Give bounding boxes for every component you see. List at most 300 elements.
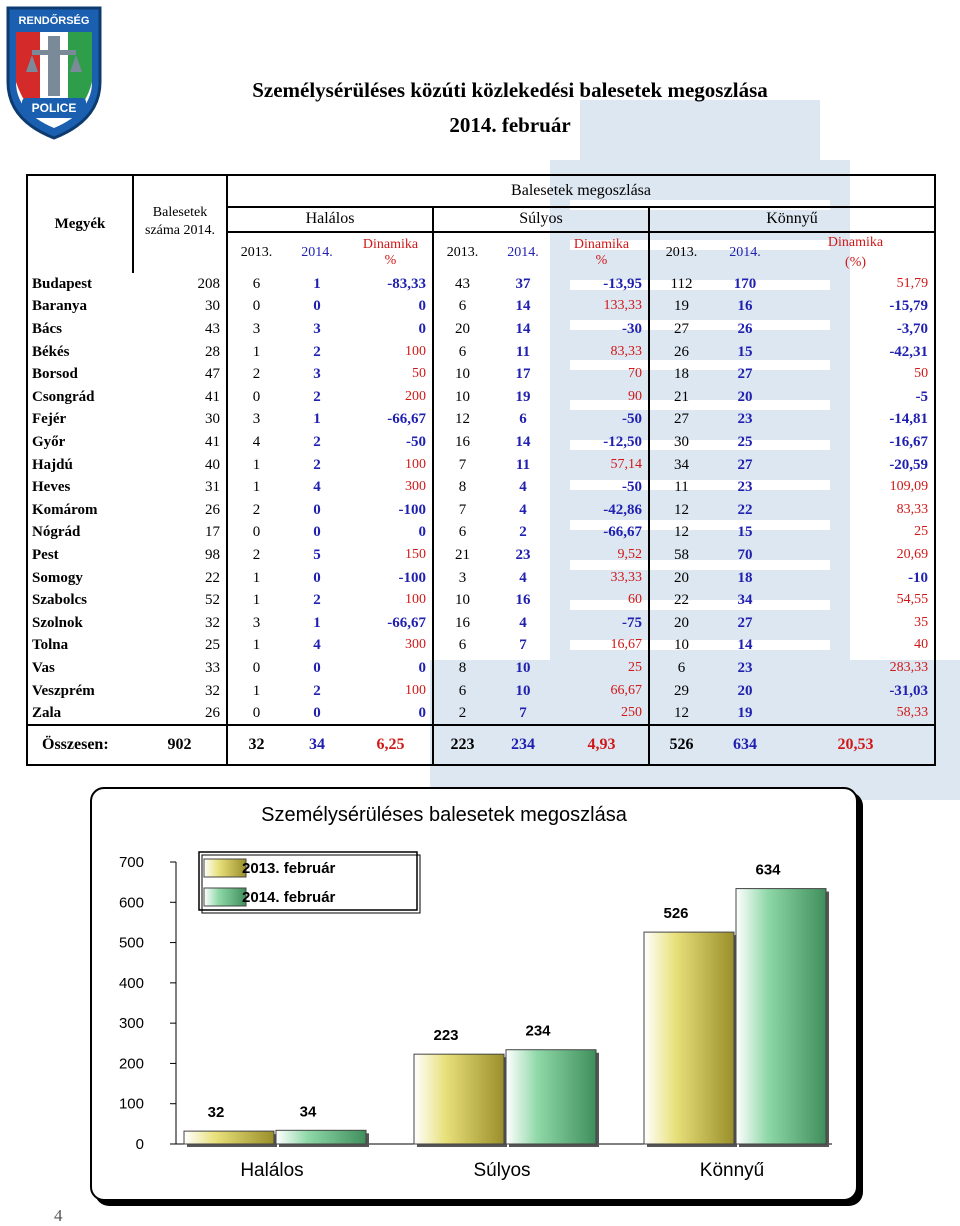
y-tick-label: 100 — [118, 1095, 144, 1113]
table-cell: 11 — [674, 479, 689, 496]
table-cell: 2 — [458, 705, 467, 722]
table-cell: -50 — [555, 408, 649, 431]
table-cell: -50 — [349, 431, 433, 454]
table-cell: 0 — [349, 657, 433, 680]
table-cell: 27 — [737, 614, 753, 631]
table-row — [27, 702, 935, 726]
y-tick-label: 200 — [118, 1055, 144, 1073]
table-cell: 25 — [133, 634, 227, 657]
county-name: Borsod — [27, 363, 133, 386]
table-cell: 200 — [349, 386, 433, 409]
table-cell: -31,03 — [777, 679, 935, 702]
table-cell: 14 — [515, 434, 531, 451]
table-row — [27, 679, 935, 702]
table-cell: 60 — [555, 589, 649, 612]
sub-2014-sulyos: 2014. — [507, 244, 539, 260]
table-cell: -13,95 — [555, 273, 649, 296]
table-cell: 33,33 — [555, 566, 649, 589]
table-row — [27, 589, 935, 612]
table-cell: 23 — [737, 659, 753, 676]
badge-police-text: POLICE — [31, 101, 77, 115]
county-name: Hajdú — [27, 453, 133, 476]
header-konnyu: Könnyű — [649, 207, 935, 232]
table-cell: 0 — [252, 298, 261, 315]
table-row — [27, 521, 935, 544]
table-cell: 26 — [133, 702, 227, 726]
table-cell: 11 — [515, 456, 531, 473]
x-category-label: Halálos — [240, 1160, 304, 1181]
table-cell: 1 — [252, 592, 261, 609]
county-name: Baranya — [27, 295, 133, 318]
table-cell: 70 — [555, 363, 649, 386]
table-cell: 3 — [313, 366, 321, 383]
table-cell: 6 — [458, 637, 467, 654]
table-cell: -30 — [555, 318, 649, 341]
table-cell: -100 — [349, 499, 433, 522]
table-cell: 4 — [252, 434, 261, 451]
table-row — [27, 453, 935, 476]
header-sulyos: Súlyos — [433, 207, 649, 232]
table-cell: 23 — [737, 479, 753, 496]
table-cell: -42,86 — [555, 499, 649, 522]
table-cell: 2 — [313, 682, 321, 699]
table-cell: 28 — [133, 340, 227, 363]
county-name: Pest — [27, 544, 133, 567]
sub-dyn-sulyos: Dinamika % — [555, 232, 649, 273]
table-cell: 33 — [133, 657, 227, 680]
total-cell: 223 — [433, 725, 491, 765]
table-cell: 31 — [133, 476, 227, 499]
table-cell: 30 — [133, 295, 227, 318]
table-cell: 25 — [737, 434, 753, 451]
total-cell: 902 — [133, 725, 227, 765]
table-row — [27, 273, 935, 296]
legend-swatch — [204, 888, 246, 906]
table-row — [27, 431, 935, 454]
y-tick-label: 700 — [118, 854, 144, 871]
table-cell: 1 — [252, 456, 261, 473]
table-cell: 41 — [133, 386, 227, 409]
bar-Súlyos-0 — [414, 1054, 504, 1144]
table-cell: 0 — [252, 705, 261, 722]
table-row — [27, 612, 935, 635]
table-cell: 27 — [737, 366, 753, 383]
table-cell: 150 — [349, 544, 433, 567]
table-cell: -5 — [777, 386, 935, 409]
table-cell: 12 — [674, 524, 689, 541]
table-cell: 133,33 — [555, 295, 649, 318]
sub-2013-sulyos: 2013. — [446, 244, 479, 260]
table-cell: 15 — [737, 524, 753, 541]
table-cell: 10 — [455, 366, 470, 383]
total-label: Összesen: — [27, 725, 133, 765]
county-name: Békés — [27, 340, 133, 363]
county-name: Veszprém — [27, 679, 133, 702]
bar-chart — [92, 789, 856, 1199]
table-cell: -14,81 — [777, 408, 935, 431]
sub-2013-halalos: 2013. — [240, 244, 273, 260]
county-name: Vas — [27, 657, 133, 680]
legend-label: 2014. február — [242, 889, 336, 906]
page-number: 4 — [54, 1206, 63, 1225]
table-cell: 14 — [515, 298, 531, 315]
table-cell: 22 — [133, 566, 227, 589]
badge-rendorseg-text: RENDŐRSÉG — [18, 15, 90, 27]
table-cell: 100 — [349, 453, 433, 476]
table-cell: 10 — [455, 388, 470, 405]
total-cell: 34 — [285, 725, 349, 765]
table-cell: -75 — [555, 612, 649, 635]
table-cell: 1 — [313, 275, 321, 292]
total-cell: 20,53 — [777, 725, 935, 765]
table-cell: 0 — [313, 705, 321, 722]
table-cell: 8 — [458, 659, 467, 676]
county-name: Fejér — [27, 408, 133, 431]
table-cell: 3 — [458, 569, 467, 586]
table-cell: -16,67 — [777, 431, 935, 454]
table-row — [27, 318, 935, 341]
table-cell: 23 — [737, 411, 753, 428]
table-cell: 1 — [252, 637, 261, 654]
table-cell: 10 — [515, 659, 531, 676]
county-name: Szabolcs — [27, 589, 133, 612]
legend-swatch — [204, 859, 246, 877]
table-cell: 18 — [674, 366, 689, 383]
table-cell: 21 — [674, 388, 689, 405]
table-cell: 51,79 — [777, 273, 935, 296]
table-cell: 34 — [674, 456, 689, 473]
table-cell: 3 — [252, 614, 261, 631]
table-cell: 19 — [737, 705, 753, 722]
table-cell: 18 — [737, 569, 753, 586]
table-cell: 27 — [674, 321, 689, 338]
table-row — [27, 566, 935, 589]
table-cell: 0 — [252, 524, 261, 541]
sub-dyn-halalos: Dinamika % — [349, 232, 433, 273]
table-cell: -20,59 — [777, 453, 935, 476]
table-cell: 250 — [555, 702, 649, 726]
table-cell: 1 — [252, 479, 261, 496]
table-cell: 12 — [674, 705, 689, 722]
table-cell: 43 — [133, 318, 227, 341]
table-cell: 41 — [133, 431, 227, 454]
table-cell: 58 — [674, 547, 689, 564]
y-tick-label: 500 — [118, 934, 144, 952]
table-cell: 23 — [515, 547, 531, 564]
bar-Súlyos-1 — [506, 1050, 596, 1144]
table-cell: 4 — [519, 569, 527, 586]
table-cell: -42,31 — [777, 340, 935, 363]
page-subtitle-date: 2014. február — [449, 113, 571, 137]
table-cell: 208 — [133, 273, 227, 296]
table-cell: 7 — [519, 637, 527, 654]
table-cell: 170 — [733, 275, 757, 292]
bar-value-label: 34 — [299, 1103, 317, 1121]
table-cell: 10 — [515, 682, 531, 699]
table-cell: 50 — [349, 363, 433, 386]
table-cell: 17 — [133, 521, 227, 544]
table-cell: 2 — [313, 388, 321, 405]
table-cell: 35 — [777, 612, 935, 635]
sub-2013-konnyu: 2013. — [665, 244, 698, 260]
header-group: Balesetek megoszlása — [227, 175, 935, 207]
table-cell: 20 — [455, 321, 470, 338]
table-cell: 9,52 — [555, 544, 649, 567]
table-cell: 70 — [737, 547, 753, 564]
table-cell: 0 — [313, 298, 321, 315]
total-cell: 32 — [227, 725, 285, 765]
total-row — [27, 725, 935, 765]
table-cell: 2 — [313, 592, 321, 609]
table-cell: 30 — [133, 408, 227, 431]
table-cell: 98 — [133, 544, 227, 567]
table-cell: 3 — [252, 411, 261, 428]
table-cell: 25 — [777, 521, 935, 544]
table-cell: 283,33 — [777, 657, 935, 680]
table-cell: 0 — [313, 659, 321, 676]
table-cell: 16,67 — [555, 634, 649, 657]
table-cell: 21 — [455, 547, 470, 564]
table-cell: 50 — [777, 363, 935, 386]
table-row — [27, 340, 935, 363]
table-cell: 30 — [674, 434, 689, 451]
county-name: Somogy — [27, 566, 133, 589]
county-name: Győr — [27, 431, 133, 454]
table-cell: -66,67 — [349, 612, 433, 635]
table-cell: 1 — [252, 343, 261, 360]
table-row — [27, 544, 935, 567]
table-cell: 20 — [674, 569, 689, 586]
table-row — [27, 499, 935, 522]
bar-Halálos-1 — [276, 1130, 366, 1144]
county-name: Nógrád — [27, 521, 133, 544]
table-cell: 47 — [133, 363, 227, 386]
table-cell: 20,69 — [777, 544, 935, 567]
table-cell: 4 — [519, 501, 527, 518]
county-name: Csongrád — [27, 386, 133, 409]
table-cell: 20 — [737, 388, 753, 405]
table-cell: 6 — [458, 682, 467, 699]
y-tick-label: 300 — [118, 1015, 144, 1033]
county-name: Tolna — [27, 634, 133, 657]
table-cell: 15 — [737, 343, 753, 360]
table-cell: 7 — [458, 501, 467, 518]
table-cell: 16 — [455, 434, 470, 451]
table-cell: 6 — [677, 659, 686, 676]
table-cell: 16 — [455, 614, 470, 631]
table-cell: 6 — [519, 411, 527, 428]
table-cell: 0 — [313, 501, 321, 518]
table-cell: 1 — [252, 569, 261, 586]
county-name: Zala — [27, 702, 133, 726]
table-cell: 16 — [737, 298, 753, 315]
table-cell: 0 — [252, 659, 261, 676]
table-cell: 1 — [252, 682, 261, 699]
table-cell: 32 — [133, 679, 227, 702]
table-cell: -12,50 — [555, 431, 649, 454]
table-cell: 5 — [313, 547, 321, 564]
table-cell: 2 — [313, 456, 321, 473]
table-cell: 4 — [313, 637, 321, 654]
table-cell: 6 — [458, 343, 467, 360]
bar-Könnyű-1 — [736, 889, 826, 1144]
bar-value-label: 32 — [207, 1104, 225, 1122]
table-cell: 300 — [349, 634, 433, 657]
table-cell: 100 — [349, 679, 433, 702]
y-tick-label: 600 — [118, 894, 144, 912]
table-cell: 83,33 — [555, 340, 649, 363]
table-row — [27, 408, 935, 431]
county-name: Heves — [27, 476, 133, 499]
county-name: Bács — [27, 318, 133, 341]
table-cell: 54,55 — [777, 589, 935, 612]
table-cell: 112 — [670, 275, 693, 292]
y-tick-label: 400 — [118, 974, 144, 992]
table-cell: 10 — [455, 592, 470, 609]
table-cell: 27 — [674, 411, 689, 428]
table-cell: 34 — [737, 592, 753, 609]
table-cell: 2 — [519, 524, 527, 541]
table-cell: 16 — [515, 592, 531, 609]
table-cell: 11 — [515, 343, 531, 360]
legend-label: 2013. február — [242, 860, 336, 877]
table-cell: -66,67 — [555, 521, 649, 544]
table-cell: 57,14 — [555, 453, 649, 476]
table-row — [27, 295, 935, 318]
table-cell: 2 — [313, 434, 321, 451]
bar-Könnyű-0 — [644, 932, 734, 1144]
table-cell: 26 — [737, 321, 753, 338]
bar-value-label: 526 — [663, 905, 689, 923]
sub-2014-konnyu: 2014. — [729, 244, 761, 260]
table-cell: 2 — [252, 547, 261, 564]
table-cell: 300 — [349, 476, 433, 499]
county-accident-table — [26, 174, 936, 766]
table-body — [27, 273, 935, 726]
table-cell: -3,70 — [777, 318, 935, 341]
header-balesetek: Balesetek száma 2014. — [133, 175, 227, 273]
table-cell: 40 — [777, 634, 935, 657]
table-row — [27, 363, 935, 386]
table-cell: 26 — [133, 499, 227, 522]
table-cell: 12 — [455, 411, 470, 428]
y-tick-label: 0 — [135, 1136, 144, 1153]
chart-title: Személysérüléses balesetek megoszlása — [261, 804, 627, 826]
page-title: Személysérüléses közúti közlekedési balesetek megoszlása — [252, 78, 768, 102]
table-cell: 2 — [313, 343, 321, 360]
bar-value-label: 223 — [433, 1027, 459, 1045]
county-name: Budapest — [27, 273, 133, 296]
table-cell: -15,79 — [777, 295, 935, 318]
table-cell: 22 — [674, 592, 689, 609]
table-cell: 20 — [737, 682, 753, 699]
table-cell: 20 — [674, 614, 689, 631]
table-cell: 7 — [458, 456, 467, 473]
table-cell: 19 — [674, 298, 689, 315]
total-cell: 634 — [713, 725, 777, 765]
table-cell: -83,33 — [349, 273, 433, 296]
bar-Halálos-0 — [184, 1131, 274, 1144]
table-cell: 52 — [133, 589, 227, 612]
table-cell: 100 — [349, 340, 433, 363]
table-cell: 0 — [313, 569, 321, 586]
table-cell: 0 — [313, 524, 321, 541]
table-cell: 19 — [515, 388, 531, 405]
table-cell: 4 — [519, 614, 527, 631]
total-cell: 6,25 — [349, 725, 433, 765]
table-cell: -100 — [349, 566, 433, 589]
sub-dyn-konnyu: Dinamika (%) — [777, 232, 935, 273]
table-cell: 3 — [252, 321, 261, 338]
table-cell: 43 — [455, 275, 470, 292]
table-cell: 10 — [674, 637, 689, 654]
table-cell: 27 — [737, 456, 753, 473]
table-cell: 32 — [133, 612, 227, 635]
table-cell: -66,67 — [349, 408, 433, 431]
table-cell: 0 — [349, 702, 433, 726]
table-cell: 83,33 — [777, 499, 935, 522]
total-cell: 526 — [649, 725, 713, 765]
table-cell: 25 — [555, 657, 649, 680]
county-name: Komárom — [27, 499, 133, 522]
x-category-label: Könnyű — [699, 1160, 765, 1181]
table-cell: 0 — [349, 318, 433, 341]
table-cell: 2 — [252, 366, 261, 383]
county-name: Szolnok — [27, 612, 133, 635]
table-cell: 37 — [515, 275, 531, 292]
table-cell: 6 — [458, 298, 467, 315]
table-cell: 1 — [313, 411, 321, 428]
table-cell: 14 — [737, 637, 753, 654]
chart-panel — [90, 787, 858, 1201]
table-cell: 2 — [252, 501, 261, 518]
sub-2014-halalos: 2014. — [301, 244, 333, 260]
table-cell: 100 — [349, 589, 433, 612]
table-cell: -10 — [777, 566, 935, 589]
table-cell: 7 — [519, 705, 527, 722]
table-cell: 4 — [519, 479, 527, 496]
table-cell: 109,09 — [777, 476, 935, 499]
bar-value-label: 634 — [755, 861, 781, 879]
x-category-label: Súlyos — [473, 1160, 531, 1181]
table-cell: 12 — [674, 501, 689, 518]
table-cell: 17 — [515, 366, 531, 383]
table-cell: 22 — [737, 501, 753, 518]
table-cell: 4 — [313, 479, 321, 496]
table-cell: 58,33 — [777, 702, 935, 726]
total-cell: 4,93 — [555, 725, 649, 765]
table-cell: 26 — [674, 343, 689, 360]
total-cell: 234 — [491, 725, 555, 765]
bar-value-label: 234 — [525, 1022, 551, 1040]
table-cell: 6 — [458, 524, 467, 541]
table-cell: 66,67 — [555, 679, 649, 702]
table-cell: 0 — [252, 388, 261, 405]
table-row — [27, 657, 935, 680]
table-row — [27, 386, 935, 409]
table-cell: 8 — [458, 479, 467, 496]
header-halalos: Halálos — [227, 207, 433, 232]
police-badge-logo — [2, 2, 106, 142]
table-row — [27, 634, 935, 657]
table-cell: 29 — [674, 682, 689, 699]
table-cell: 40 — [133, 453, 227, 476]
table-cell: -50 — [555, 476, 649, 499]
table-cell: 6 — [252, 275, 261, 292]
table-cell: 3 — [313, 321, 321, 338]
table-cell: 90 — [555, 386, 649, 409]
table-row — [27, 476, 935, 499]
